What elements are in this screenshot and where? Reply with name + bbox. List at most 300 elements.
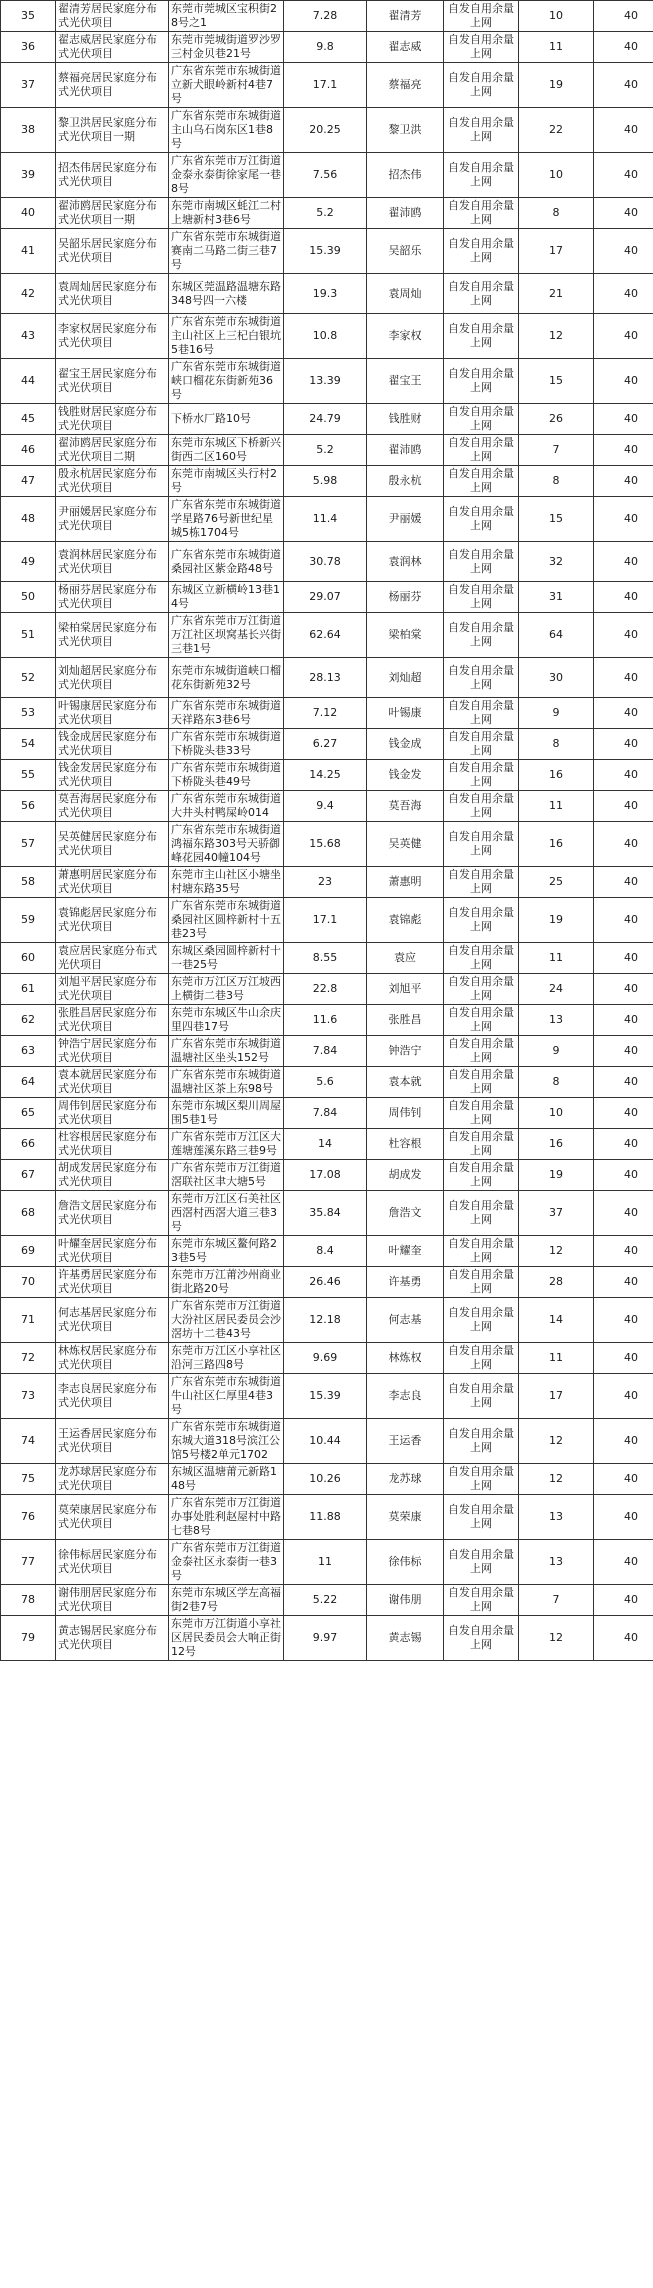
installed-capacity: 28.13 — [284, 658, 367, 698]
grid-mode: 自发自用余量上网 — [444, 229, 519, 274]
grid-mode: 自发自用余量上网 — [444, 198, 519, 229]
row-number: 45 — [1, 404, 56, 435]
module-count: 12 — [519, 1236, 594, 1267]
module-count: 14 — [519, 1298, 594, 1343]
grid-mode: 自发自用余量上网 — [444, 974, 519, 1005]
row-number: 54 — [1, 729, 56, 760]
owner-name: 翟沛鸥 — [367, 198, 444, 229]
table-body — [1, 1, 653, 1661]
installed-capacity: 7.28 — [284, 1, 367, 32]
owner-name: 招杰伟 — [367, 153, 444, 198]
row-number: 55 — [1, 760, 56, 791]
installed-capacity: 5.2 — [284, 435, 367, 466]
grid-mode: 自发自用余量上网 — [444, 1616, 519, 1661]
row-number: 68 — [1, 1191, 56, 1236]
project-address: 东莞市万江区石美社区西滘村西滘大道三巷3号 — [169, 1191, 284, 1236]
owner-name: 杨丽芬 — [367, 582, 444, 613]
table-row — [1, 867, 653, 898]
table-row — [1, 274, 653, 314]
table-row — [1, 1374, 653, 1419]
grid-mode: 自发自用余量上网 — [444, 497, 519, 542]
owner-name: 叶耀奎 — [367, 1236, 444, 1267]
table-row — [1, 1036, 653, 1067]
row-number: 79 — [1, 1616, 56, 1661]
module-count: 10 — [519, 1098, 594, 1129]
operation-years: 40 — [594, 1098, 653, 1129]
module-count: 8 — [519, 198, 594, 229]
table-row — [1, 1585, 653, 1616]
owner-name: 刘灿超 — [367, 658, 444, 698]
table-row — [1, 943, 653, 974]
grid-mode: 自发自用余量上网 — [444, 1129, 519, 1160]
table-row — [1, 822, 653, 867]
operation-years: 40 — [594, 822, 653, 867]
owner-name: 袁应 — [367, 943, 444, 974]
operation-years: 40 — [594, 582, 653, 613]
table-row — [1, 1191, 653, 1236]
operation-years: 40 — [594, 760, 653, 791]
grid-mode: 自发自用余量上网 — [444, 822, 519, 867]
project-address: 下桥水厂路10号 — [169, 404, 284, 435]
module-count: 13 — [519, 1540, 594, 1585]
operation-years: 40 — [594, 1036, 653, 1067]
project-name: 谢伟朋居民家庭分布式光伏项目 — [56, 1585, 169, 1616]
module-count: 7 — [519, 435, 594, 466]
grid-mode: 自发自用余量上网 — [444, 791, 519, 822]
table-row — [1, 1267, 653, 1298]
project-address: 东莞市东城街道峡口榴花东街新苑32号 — [169, 658, 284, 698]
owner-name: 袁锦彪 — [367, 898, 444, 943]
operation-years: 40 — [594, 1419, 653, 1464]
project-name: 黎卫洪居民家庭分布式光伏项目一期 — [56, 108, 169, 153]
table-row — [1, 791, 653, 822]
installed-capacity: 10.8 — [284, 314, 367, 359]
row-number: 37 — [1, 63, 56, 108]
project-address: 广东省东莞市东城街道立新犬眼岭新村4巷7号 — [169, 63, 284, 108]
row-number: 49 — [1, 542, 56, 582]
project-address: 广东省东莞市东城街道赛南二马路二街三巷7号 — [169, 229, 284, 274]
project-address: 广东省东莞市万江街道办事处胜利赵屋村中路七巷8号 — [169, 1495, 284, 1540]
operation-years: 40 — [594, 274, 653, 314]
installed-capacity: 19.3 — [284, 274, 367, 314]
row-number: 59 — [1, 898, 56, 943]
owner-name: 翟沛鸥 — [367, 435, 444, 466]
project-address: 东莞市东城区学左高福街2巷7号 — [169, 1585, 284, 1616]
table-row — [1, 466, 653, 497]
row-number: 75 — [1, 1464, 56, 1495]
operation-years: 40 — [594, 466, 653, 497]
installed-capacity: 7.12 — [284, 698, 367, 729]
operation-years: 40 — [594, 1191, 653, 1236]
row-number: 51 — [1, 613, 56, 658]
module-count: 13 — [519, 1005, 594, 1036]
installed-capacity: 13.39 — [284, 359, 367, 404]
project-address: 广东省东莞市东城街道主山乌石岗东区1巷8号 — [169, 108, 284, 153]
row-number: 64 — [1, 1067, 56, 1098]
operation-years: 40 — [594, 1374, 653, 1419]
owner-name: 龙苏球 — [367, 1464, 444, 1495]
row-number: 57 — [1, 822, 56, 867]
installed-capacity: 20.25 — [284, 108, 367, 153]
table-row — [1, 198, 653, 229]
module-count: 16 — [519, 760, 594, 791]
grid-mode: 自发自用余量上网 — [444, 1464, 519, 1495]
row-number: 42 — [1, 274, 56, 314]
installed-capacity: 22.8 — [284, 974, 367, 1005]
project-name: 何志基居民家庭分布式光伏项目 — [56, 1298, 169, 1343]
grid-mode: 自发自用余量上网 — [444, 1419, 519, 1464]
row-number: 39 — [1, 153, 56, 198]
grid-mode: 自发自用余量上网 — [444, 582, 519, 613]
table-row — [1, 1236, 653, 1267]
project-name: 黄志锡居民家庭分布式光伏项目 — [56, 1616, 169, 1661]
grid-mode: 自发自用余量上网 — [444, 542, 519, 582]
operation-years: 40 — [594, 729, 653, 760]
module-count: 19 — [519, 898, 594, 943]
table-row — [1, 1540, 653, 1585]
table-row — [1, 1419, 653, 1464]
module-count: 15 — [519, 497, 594, 542]
operation-years: 40 — [594, 1343, 653, 1374]
owner-name: 李志良 — [367, 1374, 444, 1419]
row-number: 61 — [1, 974, 56, 1005]
installed-capacity: 8.4 — [284, 1236, 367, 1267]
table-row — [1, 658, 653, 698]
operation-years: 40 — [594, 1267, 653, 1298]
project-address: 东莞市东城区牛山余庆里四巷17号 — [169, 1005, 284, 1036]
table-row — [1, 32, 653, 63]
installed-capacity: 6.27 — [284, 729, 367, 760]
module-count: 12 — [519, 1419, 594, 1464]
owner-name: 尹丽媛 — [367, 497, 444, 542]
table-row — [1, 1616, 653, 1661]
table-row — [1, 1005, 653, 1036]
project-address: 东莞市莞城区宝积街28号之1 — [169, 1, 284, 32]
module-count: 17 — [519, 229, 594, 274]
owner-name: 林炼权 — [367, 1343, 444, 1374]
grid-mode: 自发自用余量上网 — [444, 729, 519, 760]
installed-capacity: 11 — [284, 1540, 367, 1585]
installed-capacity: 8.55 — [284, 943, 367, 974]
project-address: 东莞市主山社区小塘坐村塘东路35号 — [169, 867, 284, 898]
row-number: 56 — [1, 791, 56, 822]
project-name: 钱胜财居民家庭分布式光伏项目 — [56, 404, 169, 435]
installed-capacity: 5.2 — [284, 198, 367, 229]
installed-capacity: 5.98 — [284, 466, 367, 497]
grid-mode: 自发自用余量上网 — [444, 435, 519, 466]
project-name: 刘旭平居民家庭分布式光伏项目 — [56, 974, 169, 1005]
project-name: 招杰伟居民家庭分布式光伏项目 — [56, 153, 169, 198]
grid-mode: 自发自用余量上网 — [444, 1067, 519, 1098]
owner-name: 詹浩文 — [367, 1191, 444, 1236]
grid-mode: 自发自用余量上网 — [444, 658, 519, 698]
operation-years: 40 — [594, 198, 653, 229]
project-name: 胡成发居民家庭分布式光伏项目 — [56, 1160, 169, 1191]
project-name: 杨丽芬居民家庭分布式光伏项目 — [56, 582, 169, 613]
table-row — [1, 1098, 653, 1129]
project-name: 刘灿超居民家庭分布式光伏项目 — [56, 658, 169, 698]
module-count: 8 — [519, 1067, 594, 1098]
module-count: 11 — [519, 32, 594, 63]
table-row — [1, 1, 653, 32]
project-name: 钟浩宁居民家庭分布式光伏项目 — [56, 1036, 169, 1067]
project-name: 袁周灿居民家庭分布式光伏项目 — [56, 274, 169, 314]
owner-name: 翟志威 — [367, 32, 444, 63]
installed-capacity: 17.1 — [284, 898, 367, 943]
row-number: 72 — [1, 1343, 56, 1374]
row-number: 69 — [1, 1236, 56, 1267]
module-count: 9 — [519, 1036, 594, 1067]
module-count: 21 — [519, 274, 594, 314]
installed-capacity: 9.97 — [284, 1616, 367, 1661]
grid-mode: 自发自用余量上网 — [444, 1191, 519, 1236]
project-address: 东城区温塘莆元新路148号 — [169, 1464, 284, 1495]
installed-capacity: 14.25 — [284, 760, 367, 791]
grid-mode: 自发自用余量上网 — [444, 1540, 519, 1585]
table-row — [1, 63, 653, 108]
installed-capacity: 5.22 — [284, 1585, 367, 1616]
module-count: 22 — [519, 108, 594, 153]
table-row — [1, 729, 653, 760]
project-name: 钱金成居民家庭分布式光伏项目 — [56, 729, 169, 760]
operation-years: 40 — [594, 1298, 653, 1343]
row-number: 60 — [1, 943, 56, 974]
project-name: 李志良居民家庭分布式光伏项目 — [56, 1374, 169, 1419]
project-name: 尹丽媛居民家庭分布式光伏项目 — [56, 497, 169, 542]
owner-name: 钱金发 — [367, 760, 444, 791]
module-count: 7 — [519, 1585, 594, 1616]
grid-mode: 自发自用余量上网 — [444, 1236, 519, 1267]
project-name: 李家权居民家庭分布式光伏项目 — [56, 314, 169, 359]
project-name: 蔡福亮居民家庭分布式光伏项目 — [56, 63, 169, 108]
grid-mode: 自发自用余量上网 — [444, 898, 519, 943]
row-number: 36 — [1, 32, 56, 63]
project-address: 广东省东莞市东城街道学星路76号新世纪星城5栋1704号 — [169, 497, 284, 542]
grid-mode: 自发自用余量上网 — [444, 274, 519, 314]
project-address: 广东省东莞市万江街道大汾社区居民委员会沙滘坊十二巷43号 — [169, 1298, 284, 1343]
project-address: 广东省东莞市东城街道桑园社区紫金路48号 — [169, 542, 284, 582]
operation-years: 40 — [594, 314, 653, 359]
owner-name: 翟清芳 — [367, 1, 444, 32]
grid-mode: 自发自用余量上网 — [444, 1343, 519, 1374]
project-address: 广东省东莞市东城街道下桥陇头巷49号 — [169, 760, 284, 791]
project-name: 徐伟标居民家庭分布式光伏项目 — [56, 1540, 169, 1585]
owner-name: 莫吾海 — [367, 791, 444, 822]
table-row — [1, 542, 653, 582]
module-count: 16 — [519, 822, 594, 867]
table-row — [1, 359, 653, 404]
project-address: 广东省东莞市东城街道天祥路东3巷6号 — [169, 698, 284, 729]
owner-name: 吴韶乐 — [367, 229, 444, 274]
installed-capacity: 29.07 — [284, 582, 367, 613]
row-number: 53 — [1, 698, 56, 729]
owner-name: 吴英健 — [367, 822, 444, 867]
row-number: 76 — [1, 1495, 56, 1540]
row-number: 43 — [1, 314, 56, 359]
row-number: 44 — [1, 359, 56, 404]
owner-name: 莫荣康 — [367, 1495, 444, 1540]
project-name: 吴韶乐居民家庭分布式光伏项目 — [56, 229, 169, 274]
row-number: 66 — [1, 1129, 56, 1160]
operation-years: 40 — [594, 542, 653, 582]
owner-name: 袁润林 — [367, 542, 444, 582]
grid-mode: 自发自用余量上网 — [444, 1, 519, 32]
table-row — [1, 1343, 653, 1374]
installed-capacity: 62.64 — [284, 613, 367, 658]
module-count: 64 — [519, 613, 594, 658]
grid-mode: 自发自用余量上网 — [444, 1005, 519, 1036]
project-address: 广东省东莞市东城街道温塘社区坐头152号 — [169, 1036, 284, 1067]
grid-mode: 自发自用余量上网 — [444, 1160, 519, 1191]
project-name: 叶锡康居民家庭分布式光伏项目 — [56, 698, 169, 729]
table-row — [1, 1464, 653, 1495]
grid-mode: 自发自用余量上网 — [444, 613, 519, 658]
project-name: 莫吾海居民家庭分布式光伏项目 — [56, 791, 169, 822]
table-row — [1, 1129, 653, 1160]
table-row — [1, 974, 653, 1005]
project-name: 王运香居民家庭分布式光伏项目 — [56, 1419, 169, 1464]
owner-name: 刘旭平 — [367, 974, 444, 1005]
operation-years: 40 — [594, 404, 653, 435]
project-name: 叶耀奎居民家庭分布式光伏项目 — [56, 1236, 169, 1267]
project-name: 杜容根居民家庭分布式光伏项目 — [56, 1129, 169, 1160]
grid-mode: 自发自用余量上网 — [444, 63, 519, 108]
module-count: 37 — [519, 1191, 594, 1236]
project-name: 袁应居民家庭分布式光伏项目 — [56, 943, 169, 974]
project-address: 东莞市万江街道小享社区居民委员会大响正街12号 — [169, 1616, 284, 1661]
installed-capacity: 24.79 — [284, 404, 367, 435]
project-name: 吴英健居民家庭分布式光伏项目 — [56, 822, 169, 867]
module-count: 25 — [519, 867, 594, 898]
project-address: 广东省东莞市东城街道下桥陇头巷33号 — [169, 729, 284, 760]
owner-name: 蔡福亮 — [367, 63, 444, 108]
module-count: 11 — [519, 791, 594, 822]
project-address: 广东省东莞市万江街道金泰社区永泰街一巷3号 — [169, 1540, 284, 1585]
row-number: 73 — [1, 1374, 56, 1419]
project-name: 林炼权居民家庭分布式光伏项目 — [56, 1343, 169, 1374]
owner-name: 袁周灿 — [367, 274, 444, 314]
installed-capacity: 12.18 — [284, 1298, 367, 1343]
grid-mode: 自发自用余量上网 — [444, 1495, 519, 1540]
table-row — [1, 497, 653, 542]
project-name: 钱金发居民家庭分布式光伏项目 — [56, 760, 169, 791]
project-name: 莫荣康居民家庭分布式光伏项目 — [56, 1495, 169, 1540]
installed-capacity: 7.84 — [284, 1036, 367, 1067]
grid-mode: 自发自用余量上网 — [444, 108, 519, 153]
owner-name: 许基勇 — [367, 1267, 444, 1298]
module-count: 11 — [519, 1343, 594, 1374]
project-address: 广东省东莞市东城街道大井头村鸭屎岭014 — [169, 791, 284, 822]
owner-name: 钱金成 — [367, 729, 444, 760]
module-count: 31 — [519, 582, 594, 613]
operation-years: 40 — [594, 1129, 653, 1160]
owner-name: 钱胜财 — [367, 404, 444, 435]
grid-mode: 自发自用余量上网 — [444, 867, 519, 898]
project-address: 东城区莞温路温塘东路348号四一六楼 — [169, 274, 284, 314]
installed-capacity: 17.08 — [284, 1160, 367, 1191]
module-count: 26 — [519, 404, 594, 435]
project-name: 殷永杭居民家庭分布式光伏项目 — [56, 466, 169, 497]
installed-capacity: 14 — [284, 1129, 367, 1160]
grid-mode: 自发自用余量上网 — [444, 466, 519, 497]
operation-years: 40 — [594, 1005, 653, 1036]
module-count: 12 — [519, 314, 594, 359]
module-count: 8 — [519, 466, 594, 497]
installed-capacity: 15.39 — [284, 229, 367, 274]
table-row — [1, 153, 653, 198]
owner-name: 袁本就 — [367, 1067, 444, 1098]
table-row — [1, 229, 653, 274]
installed-capacity: 15.39 — [284, 1374, 367, 1419]
project-address: 东城区桑园圆梓新村十一巷25号 — [169, 943, 284, 974]
owner-name: 萧惠明 — [367, 867, 444, 898]
project-address: 东城区立新横岭13巷14号 — [169, 582, 284, 613]
module-count: 9 — [519, 698, 594, 729]
row-number: 77 — [1, 1540, 56, 1585]
row-number: 52 — [1, 658, 56, 698]
project-address: 东莞市南城区蚝江二村上塘新村3巷6号 — [169, 198, 284, 229]
module-count: 24 — [519, 974, 594, 1005]
project-name: 许基勇居民家庭分布式光伏项目 — [56, 1267, 169, 1298]
table-row — [1, 698, 653, 729]
operation-years: 40 — [594, 1, 653, 32]
project-name: 袁润林居民家庭分布式光伏项目 — [56, 542, 169, 582]
project-address: 广东省东莞市东城街道牛山社区仁厚里4巷3号 — [169, 1374, 284, 1419]
module-count: 8 — [519, 729, 594, 760]
table-row — [1, 1160, 653, 1191]
row-number: 70 — [1, 1267, 56, 1298]
module-count: 30 — [519, 658, 594, 698]
grid-mode: 自发自用余量上网 — [444, 1585, 519, 1616]
row-number: 74 — [1, 1419, 56, 1464]
installed-capacity: 30.78 — [284, 542, 367, 582]
installed-capacity: 11.88 — [284, 1495, 367, 1540]
grid-mode: 自发自用余量上网 — [444, 404, 519, 435]
project-address: 东莞市万江区小享社区沿河三路四8号 — [169, 1343, 284, 1374]
table-row — [1, 898, 653, 943]
installed-capacity: 11.4 — [284, 497, 367, 542]
row-number: 47 — [1, 466, 56, 497]
operation-years: 40 — [594, 1067, 653, 1098]
operation-years: 40 — [594, 943, 653, 974]
table-row — [1, 435, 653, 466]
grid-mode: 自发自用余量上网 — [444, 153, 519, 198]
grid-mode: 自发自用余量上网 — [444, 1036, 519, 1067]
grid-mode: 自发自用余量上网 — [444, 1267, 519, 1298]
row-number: 35 — [1, 1, 56, 32]
row-number: 62 — [1, 1005, 56, 1036]
installed-capacity: 15.68 — [284, 822, 367, 867]
project-address: 东莞市东城区下桥新兴街西二区160号 — [169, 435, 284, 466]
operation-years: 40 — [594, 153, 653, 198]
table-row — [1, 108, 653, 153]
project-name: 张胜昌居民家庭分布式光伏项目 — [56, 1005, 169, 1036]
operation-years: 40 — [594, 108, 653, 153]
project-name: 周伟钊居民家庭分布式光伏项目 — [56, 1098, 169, 1129]
module-count: 28 — [519, 1267, 594, 1298]
project-address: 广东省东莞市万江区大莲塘莲溪东路三巷9号 — [169, 1129, 284, 1160]
project-address: 东莞市东城区鳌何路23巷5号 — [169, 1236, 284, 1267]
grid-mode: 自发自用余量上网 — [444, 1374, 519, 1419]
installed-capacity: 10.26 — [284, 1464, 367, 1495]
installed-capacity: 10.44 — [284, 1419, 367, 1464]
owner-name: 钟浩宁 — [367, 1036, 444, 1067]
project-name: 袁本就居民家庭分布式光伏项目 — [56, 1067, 169, 1098]
project-name: 袁锦彪居民家庭分布式光伏项目 — [56, 898, 169, 943]
installed-capacity: 9.69 — [284, 1343, 367, 1374]
operation-years: 40 — [594, 698, 653, 729]
installed-capacity: 9.8 — [284, 32, 367, 63]
